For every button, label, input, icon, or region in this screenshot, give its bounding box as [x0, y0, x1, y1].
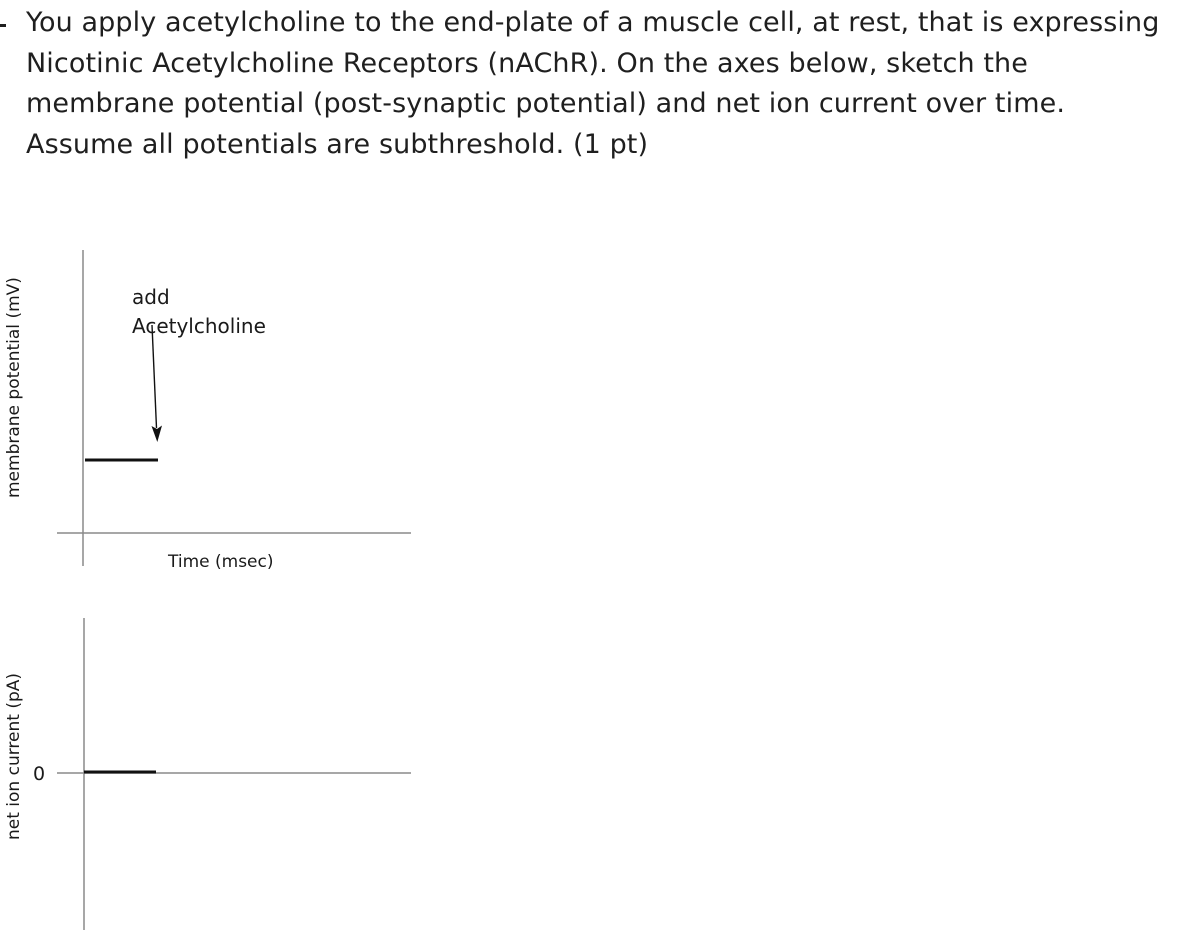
net-ion-current-plot — [4, 618, 411, 930]
question-text: You apply acetylcholine to the end-plate of a muscle cell, at rest, that is expressing Nicotinic Acetylcholine Receptors (nAChR). On the axes below, sketch the membrane potential (post-synaptic potential) and net ion current over time. Assume all potentials are subthreshold. (1 pt) — [26, 7, 1160, 160]
zero-tick-label: 0 — [33, 763, 46, 785]
annotation-add: add — [132, 285, 170, 309]
time-axis-label: Time (msec) — [168, 552, 274, 572]
membrane-potential-axis-label: membrane potential (mV) — [4, 277, 24, 498]
acetylcholine-arrow-shaft — [152, 325, 157, 428]
net-ion-current-axis-label: net ion current (pA) — [4, 672, 24, 840]
annotation-acetylcholine: Acetylcholine — [132, 314, 266, 338]
membrane-potential-plot — [4, 250, 411, 572]
